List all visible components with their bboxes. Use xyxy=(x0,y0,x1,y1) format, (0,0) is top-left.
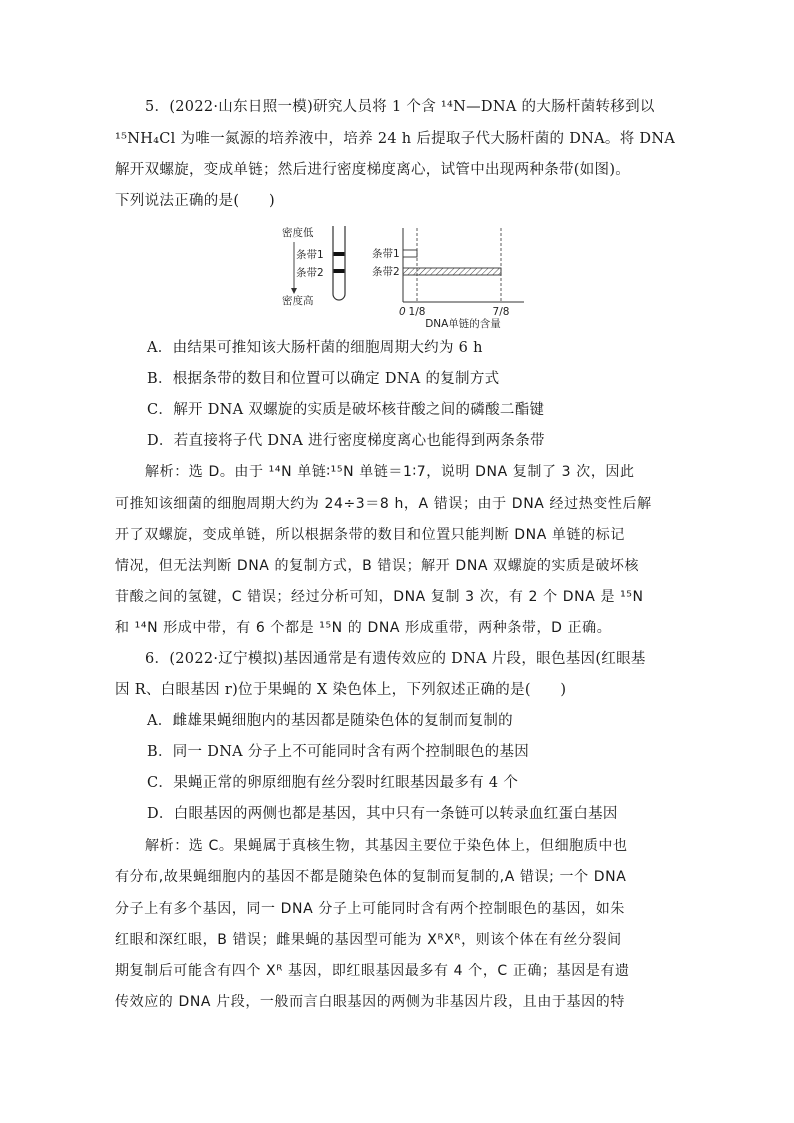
tick-7-8: 7/8 xyxy=(492,306,510,318)
chart-band2-label: 条带2 xyxy=(372,266,400,278)
bar-2 xyxy=(403,268,501,275)
q5-solution-line3: 开了双螺旋，变成单链，所以根据条带的数目和位置只能判断 DNA 单链的标记 xyxy=(115,527,625,543)
q5-stem-line1: 5．(2022·山东日照一模)研究人员将 1 个含 ¹⁴N—DNA 的大肠杆菌转移到以 xyxy=(145,99,655,115)
q5-solution-line2: 可推知该细菌的细胞周期大约为 24÷3＝8 h，A 错误；由于 DNA 经过热变性后解 xyxy=(115,496,652,512)
figure-svg xyxy=(270,220,530,330)
q5-stem-line4: 下列说法正确的是( ) xyxy=(115,193,275,209)
q5-stem-line2: ¹⁵NH₄Cl 为唯一氮源的培养液中，培养 24 h 后提取子代大肠杆菌的 DNA。将 DNA xyxy=(115,131,676,147)
q6-stem-line2: 因 R、白眼基因 r)位于果蝇的 X 染色体上，下列叙述正确的是( ) xyxy=(115,682,567,698)
q5-solution-line1: 解析：选 D。由于 ¹⁴N 单链∶¹⁵N 单链＝1∶7，说明 DNA 复制了 3 次，因此 xyxy=(145,464,635,480)
tube-top-label: 密度低 xyxy=(282,227,314,239)
q5-solution-line4: 情况，但无法判断 DNA 的复制方式，B 错误；解开 DNA 双螺旋的实质是破坏核 xyxy=(115,558,640,574)
origin-label: 0 xyxy=(399,306,406,318)
q6-option-a: A．雌雄果蝇细胞内的基因都是随染色体的复制而复制的 xyxy=(147,713,513,729)
x-axis-label: DNA单链的含量 xyxy=(425,318,501,330)
q5-option-a: A．由结果可推知该大肠杆菌的细胞周期大约为 6 h xyxy=(147,340,483,356)
q6-solution-line5: 期复制后可能含有四个 Xᴿ 基因，即红眼基因最多有 4 个，C 正确；基因是有遗 xyxy=(115,963,630,979)
q5-figure xyxy=(270,220,530,330)
q6-option-c: C．果蝇正常的卵原细胞有丝分裂时红眼基因最多有 4 个 xyxy=(147,775,519,791)
bars-group xyxy=(403,250,501,275)
tube-band1-label: 条带1 xyxy=(296,249,324,261)
q6-option-b: B．同一 DNA 分子上不可能同时含有两个控制眼色的基因 xyxy=(147,744,530,760)
tube-band-2 xyxy=(334,269,345,273)
q6-solution-line4: 红眼和深红眼，B 错误；雌果蝇的基因型可能为 XᴿXᴿ，则该个体在有丝分裂间 xyxy=(115,932,622,948)
tube-bottom-label: 密度高 xyxy=(282,295,314,307)
q5-solution-line6: 和 ¹⁴N 形成中带，有 6 个都是 ¹⁵N 的 DNA 形成重带，两种条带，D 正确。 xyxy=(115,620,612,636)
chart-band1-label: 条带1 xyxy=(372,248,400,260)
q5-option-b: B．根据条带的数目和位置可以确定 DNA 的复制方式 xyxy=(147,371,500,387)
test-tube xyxy=(333,226,345,300)
q5-solution-line5: 苷酸之间的氢键，C 错误；经过分析可知，DNA 复制 3 次，有 2 个 DNA 是 ¹⁵N xyxy=(115,589,644,605)
q6-stem-line1: 6．(2022·辽宁模拟)基因通常是有遗传效应的 DNA 片段，眼色基因(红眼基 xyxy=(145,651,646,667)
q5-option-c: C．解开 DNA 双螺旋的实质是破坏核苷酸之间的磷酸二酯键 xyxy=(147,402,545,418)
q6-option-d: D．白眼基因的两侧也都是基因，其中只有一条链可以转录血红蛋白基因 xyxy=(147,806,618,822)
tube-band2-label: 条带2 xyxy=(296,267,324,279)
q6-solution-line6: 传效应的 DNA 片段，一般而言白眼基因的两侧为非基因片段，且由于基因的特 xyxy=(115,994,625,1010)
tick-1-8: 1/8 xyxy=(408,306,426,318)
q6-solution-line3: 分子上有多个基因，同一 DNA 分子上可能同时含有两个控制眼色的基因，如朱 xyxy=(115,901,625,917)
bar-1 xyxy=(403,250,417,257)
tube-band-1 xyxy=(334,252,345,256)
q5-stem-line3: 解开双螺旋，变成单链；然后进行密度梯度离心，试管中出现两种条带(如图)。 xyxy=(115,162,631,178)
density-arrow-head xyxy=(291,288,297,294)
q6-solution-line2: 有分布,故果蝇细胞内的基因不都是随染色体的复制而复制的,A 错误; 一个 DNA xyxy=(115,869,627,885)
q6-solution-line1: 解析：选 C。果蝇属于真核生物，其基因主要位于染色体上，但细胞质中也 xyxy=(145,838,628,854)
q5-option-d: D．若直接将子代 DNA 进行密度梯度离心也能得到两条条带 xyxy=(147,433,545,449)
